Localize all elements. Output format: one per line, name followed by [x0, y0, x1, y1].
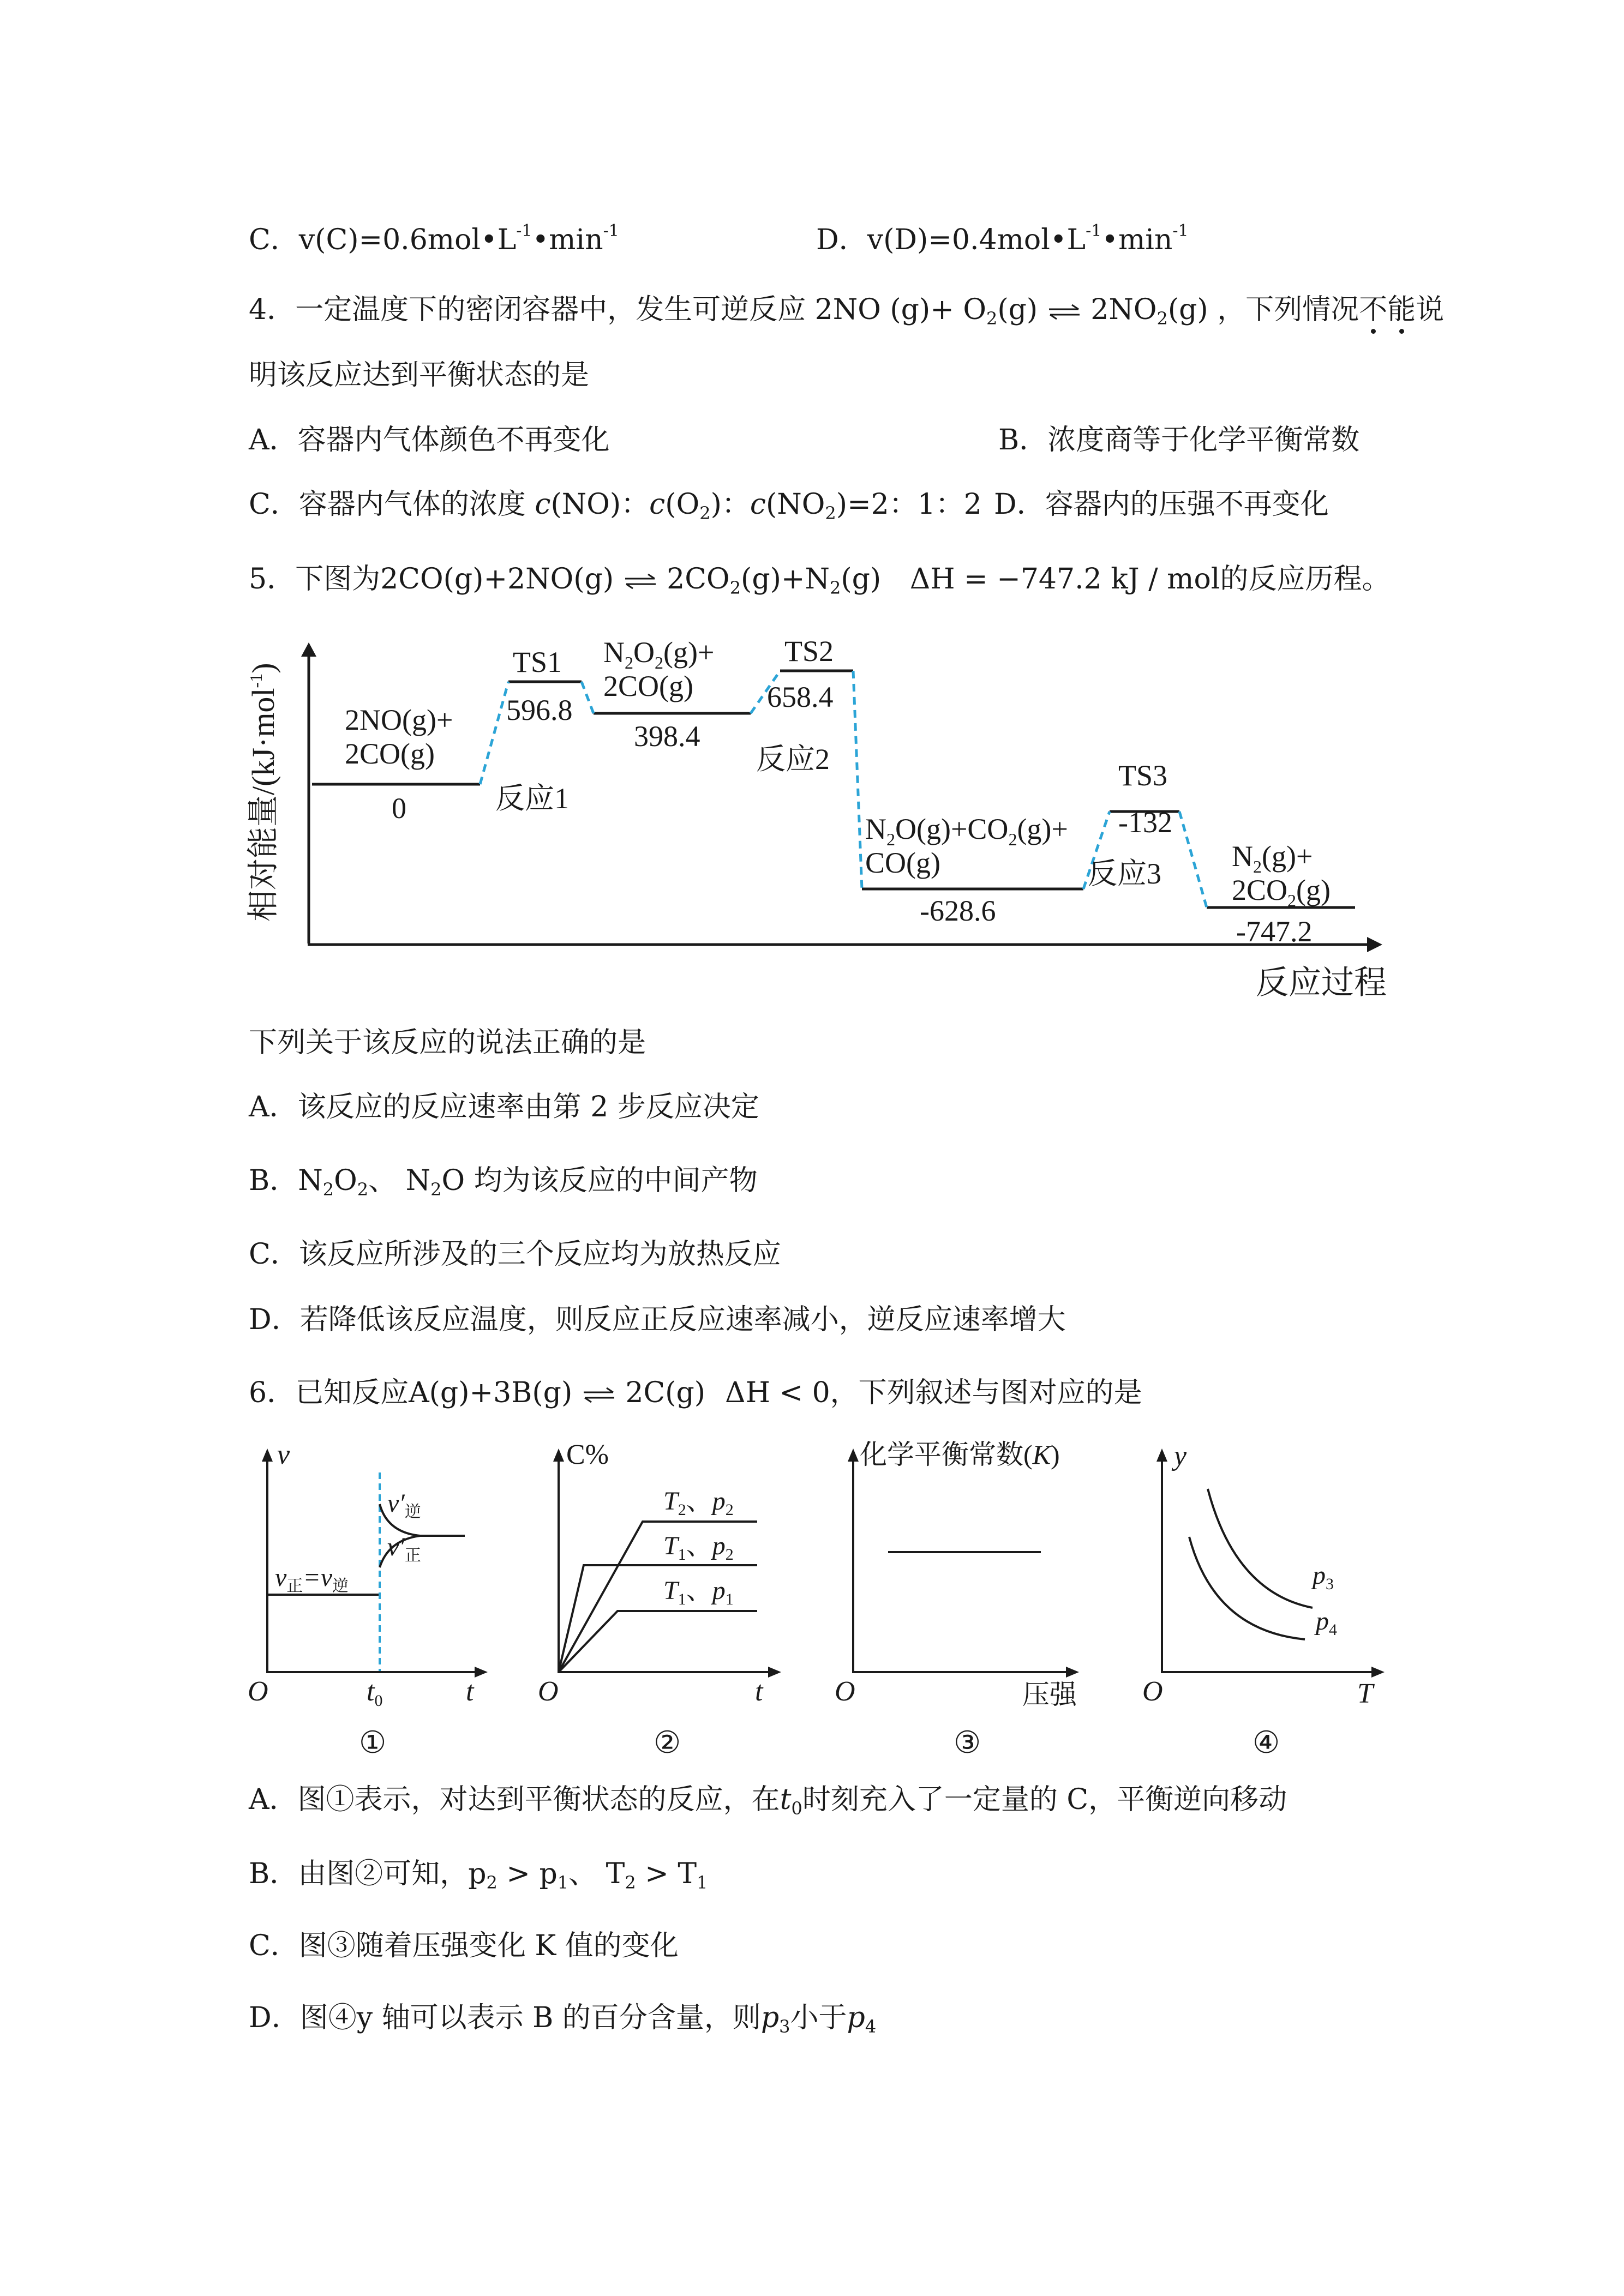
q5-stem: 5．下图为2CO(g)+2NO(g) $2CO_2(g)+N_2(g) \Delta H = -747.2$ kJ / mol的反应历程。 — [249, 563, 1391, 598]
label-products-1: $N_2(g)+$ — [1232, 840, 1313, 876]
label-ts1: TS1 — [513, 646, 562, 678]
q6-stem: 6．已知反应A(g)+3B(g) 2C(g) ΔH < 0，下列叙述与图对应的是 — [249, 1377, 1142, 1409]
label-reactants-2: 2CO(g) — [345, 737, 435, 770]
value-reactants: 0 — [392, 792, 406, 825]
label-products-2: $2CO_2(g)$ — [1232, 874, 1331, 910]
graph-1 — [240, 1440, 502, 1767]
graph-number: ② — [654, 1726, 681, 1760]
q3-option-c: C．$v(C)=0.6mol•L^{-1}•\min^{-1}$ — [249, 221, 619, 256]
label-intermediate-2a: $N_2O(g)+CO_2(g)+$ — [865, 813, 1068, 849]
label-reactants-1: 2NO(g)+ — [345, 704, 453, 736]
connector-3b — [1179, 812, 1207, 907]
value-ts1: 596.8 — [506, 694, 573, 726]
value-intermediate-2: -628.6 — [920, 894, 996, 927]
reaction-energy-diagram — [240, 638, 1402, 1009]
label-p3: $p_3$ — [1313, 1561, 1334, 1593]
y-axis-arrow-icon — [1156, 1448, 1167, 1462]
q4-option-d: D．容器内的压强不再变化 — [994, 488, 1329, 521]
x-axis-label: 压强 — [1022, 1679, 1077, 1710]
curve-p4 — [1189, 1537, 1305, 1639]
y-axis-label: y — [1174, 1440, 1187, 1471]
x-axis-arrow-icon — [1371, 1667, 1385, 1678]
x-axis-arrow-icon — [768, 1667, 781, 1678]
graph-4 — [1132, 1440, 1394, 1767]
q4-stem-line1: 4．一定温度下的密闭容器中，发生可逆反应 2NO $(g)+ O_2(g)$ $2NO_2(g)$ ，下列情况不能说 — [249, 293, 1445, 329]
y-axis-arrow-icon — [301, 642, 316, 657]
graph-number: ① — [359, 1726, 387, 1760]
label-step-3: 反应3 — [1088, 857, 1161, 890]
label-intermediate-2b: CO(g) — [865, 846, 940, 879]
connector-1b — [582, 682, 594, 713]
x-axis-label: t — [466, 1676, 474, 1707]
value-products: -747.2 — [1236, 915, 1313, 948]
origin-label: O — [1142, 1676, 1163, 1707]
q5-question: 下列关于该反应的说法正确的是 — [249, 1026, 646, 1059]
q6-option-b: B．由图②可知，$p_2 > p_1$、 $T_2 > T_1$ — [249, 1858, 708, 1893]
q5-option-d: D．若降低该反应温度，则反应正反应速率减小，逆反应速率增大 — [249, 1303, 1066, 1336]
label-t2-p2: $T_2$、$p_2$ — [663, 1487, 734, 1519]
q4-option-a: A．容器内气体颜色不再变化 — [249, 424, 610, 456]
y-axis-label: C% — [566, 1440, 609, 1470]
connector-1a — [480, 682, 508, 784]
label-p4: $p_4$ — [1316, 1607, 1337, 1639]
graph-number: ③ — [954, 1726, 981, 1760]
label-step-1: 反应1 — [495, 782, 569, 815]
graph-2 — [534, 1440, 795, 1767]
x-axis-label: t — [755, 1676, 763, 1707]
y-axis-label: 化学平衡常数(K) — [860, 1440, 1060, 1470]
q4-stem-line2: 明该反应达到平衡状态的是 — [249, 359, 590, 392]
label-intermediate-1b: 2CO(g) — [603, 670, 693, 702]
q4-option-b: B．浓度商等于化学平衡常数 — [998, 424, 1360, 456]
q6-option-c: C．图③随着压强变化 K 值的变化 — [249, 1930, 679, 1962]
label-ts2: TS2 — [784, 638, 834, 668]
graph-3 — [824, 1440, 1107, 1767]
origin-label: O — [835, 1676, 855, 1707]
v-reverse-label: $v'_逆$ — [387, 1489, 421, 1521]
q6-option-a: A．图①表示，对达到平衡状态的反应，在$t_0$时刻充入了一定量的 C，平衡逆向移动 — [249, 1783, 1287, 1819]
equilibrium-arrow-icon — [623, 573, 658, 590]
value-ts2: 658.4 — [767, 681, 834, 713]
value-intermediate-1: 398.4 — [634, 720, 700, 753]
curve-p3 — [1208, 1489, 1313, 1608]
origin-label: O — [248, 1676, 268, 1707]
equilibrium-arrow-icon — [1047, 304, 1082, 320]
equilibrium-arrow-icon — [582, 1387, 616, 1403]
q5-option-b: B．$N_2O_2$、 $N_2O$ 均为该反应的中间产物 — [249, 1164, 758, 1200]
y-axis-label: 相对能量/(kJ·mol$^{-1}$) — [245, 663, 281, 922]
value-ts3: -132 — [1118, 806, 1172, 839]
y-axis-arrow-icon — [553, 1448, 564, 1462]
q5-option-a: A．该反应的反应速率由第 2 步反应决定 — [249, 1091, 759, 1123]
label-ts3: TS3 — [1118, 759, 1168, 792]
x-axis-arrow-icon — [1066, 1667, 1079, 1678]
t0-label: t0 — [367, 1676, 383, 1710]
graph-number: ④ — [1253, 1726, 1280, 1760]
connector-2b — [853, 671, 862, 889]
label-t1-p1: $T_1$、$p_1$ — [663, 1576, 734, 1608]
y-axis-arrow-icon — [262, 1448, 273, 1462]
q6-option-d: D．图④y 轴可以表示 B 的百分含量，则$p_3$小于$p_4$ — [249, 2002, 877, 2037]
label-intermediate-1a: $N_2O_2(g)+$ — [603, 638, 715, 672]
x-axis-label: 反应过程 — [1256, 965, 1387, 1001]
label-step-2: 反应2 — [756, 743, 830, 776]
y-axis-label: v — [277, 1440, 290, 1470]
q5-option-c: C．该反应所涉及的三个反应均为放热反应 — [249, 1238, 781, 1271]
x-axis-label: T — [1357, 1678, 1373, 1709]
origin-label: O — [538, 1676, 559, 1707]
q3-option-d: D．$v(D)=0.4mol•L^{-1}•\min^{-1}$ — [816, 221, 1189, 256]
label-t1-p2: $T_1$、$p_2$ — [663, 1531, 734, 1564]
equilibrium-label: $v_正=v_逆$ — [275, 1563, 349, 1595]
v-forward-label: $v'_正$ — [387, 1532, 421, 1565]
y-axis-arrow-icon — [848, 1448, 859, 1462]
x-axis-arrow-icon — [1367, 937, 1382, 952]
q4-option-c: C．容器内气体的浓度 c(NO)：$c(O_2)$：$c(NO_2)=2$：1：2 — [249, 488, 982, 524]
x-axis-arrow-icon — [475, 1667, 488, 1678]
